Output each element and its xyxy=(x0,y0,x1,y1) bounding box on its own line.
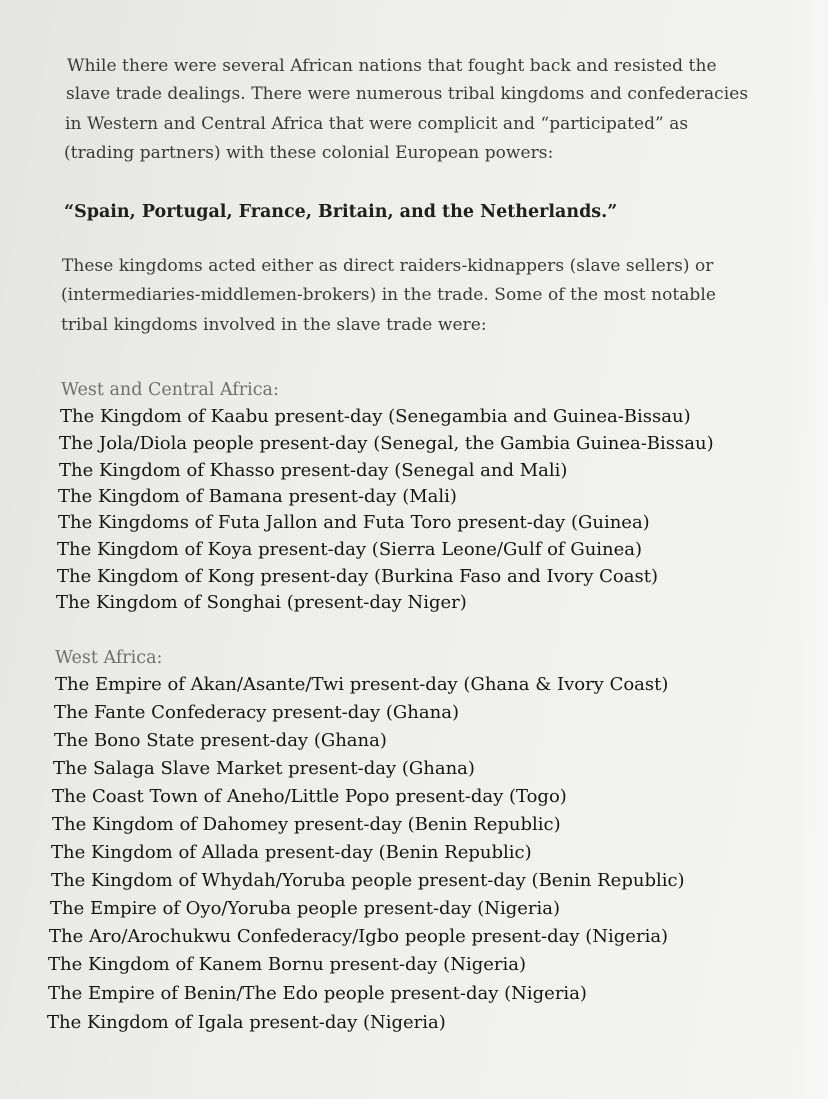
list-item: The Kingdom of Songhai (present-day Niger) xyxy=(56,592,467,613)
list-item: The Kingdom of Whydah/Yoruba people present-day (Benin Republic) xyxy=(51,870,685,891)
page-edge-shade xyxy=(788,0,828,1099)
list-item: The Kingdom of Kanem Bornu present-day (Nigeria) xyxy=(48,954,526,975)
list-item: The Kingdom of Allada present-day (Benin Republic) xyxy=(51,842,532,863)
intro-line: in Western and Central Africa that were complicit and “participated” as xyxy=(65,114,689,134)
list-item: The Empire of Benin/The Edo people present-day (Nigeria) xyxy=(48,983,587,1004)
list-item: The Kingdoms of Futa Jallon and Futa Toro present-day (Guinea) xyxy=(58,512,650,533)
intro-line: While there were several African nations that fought back and resisted the xyxy=(67,56,717,76)
section-heading: West Africa: xyxy=(55,648,163,668)
paragraph-line: These kingdoms acted either as direct raiders-kidnappers (slave sellers) or xyxy=(62,256,714,276)
list-item: The Kingdom of Kaabu present-day (Senegambia and Guinea-Bissau) xyxy=(60,406,691,427)
intro-line: (trading partners) with these colonial European powers: xyxy=(64,143,554,163)
list-item: The Kingdom of Khasso present-day (Senegal and Mali) xyxy=(59,460,568,481)
list-item: The Kingdom of Dahomey present-day (Benin Republic) xyxy=(52,814,561,835)
list-item: The Bono State present-day (Ghana) xyxy=(54,730,387,751)
list-item: The Jola/Diola people present-day (Senegal, the Gambia Guinea-Bissau) xyxy=(59,433,714,454)
list-item: The Salaga Slave Market present-day (Ghana) xyxy=(53,758,475,779)
list-item: The Kingdom of Kong present-day (Burkina Faso and Ivory Coast) xyxy=(57,566,658,587)
paragraph-line: (intermediaries-middlemen-brokers) in the trade. Some of the most notable xyxy=(61,285,716,305)
section-heading: West and Central Africa: xyxy=(61,380,279,400)
intro-line: slave trade dealings. There were numerous tribal kingdoms and confederacies xyxy=(66,84,749,104)
list-item: The Kingdom of Koya present-day (Sierra Leone/Gulf of Guinea) xyxy=(57,539,643,560)
list-item: The Kingdom of Igala present-day (Nigeria) xyxy=(47,1012,446,1033)
list-item: The Fante Confederacy present-day (Ghana) xyxy=(54,702,459,723)
list-item: The Empire of Akan/Asante/Twi present-day (Ghana & Ivory Coast) xyxy=(55,674,669,695)
paragraph-line: tribal kingdoms involved in the slave trade were: xyxy=(61,315,487,335)
list-item: The Empire of Oyo/Yoruba people present-day (Nigeria) xyxy=(50,898,561,919)
list-item: The Aro/Arochukwu Confederacy/Igbo people present-day (Nigeria) xyxy=(49,926,669,947)
list-item: The Kingdom of Bamana present-day (Mali) xyxy=(58,486,457,507)
list-item: The Coast Town of Aneho/Little Popo present-day (Togo) xyxy=(52,786,567,807)
quote: “Spain, Portugal, France, Britain, and the Netherlands.” xyxy=(64,202,618,222)
